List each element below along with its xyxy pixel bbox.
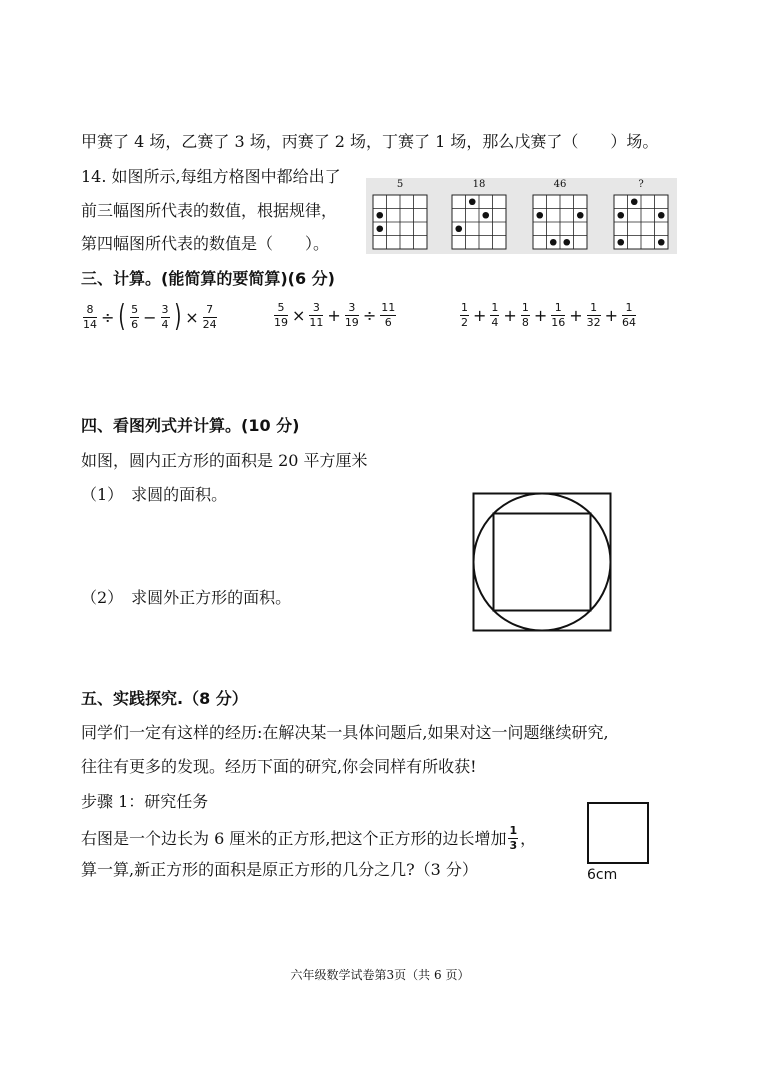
- grid-dot: [563, 239, 570, 246]
- numerator: 3: [309, 302, 323, 316]
- denominator: 6: [384, 316, 392, 329]
- right-paren: ): [173, 299, 181, 334]
- plus-sign: +: [473, 306, 487, 325]
- numerator: 7: [203, 304, 217, 318]
- denominator: 19: [344, 316, 359, 329]
- grid-figure-4-label: ?: [638, 179, 644, 190]
- left-paren: (: [118, 299, 126, 334]
- section-4-question-1: （1） 求圆的面积。: [81, 485, 228, 504]
- grid-figure-1: [372, 179, 428, 250]
- minus-sign: −: [143, 307, 157, 327]
- grid-figure-4-drawing: [613, 194, 669, 250]
- section-4-intro: 如图，圆内正方形的面积是 20 平方厘米: [81, 451, 368, 470]
- section-5-paragraph-line1: 同学们一定有这样的经历:在解决某一具体问题后,如果对这一问题继续研究,: [81, 723, 609, 742]
- fraction: [551, 302, 565, 329]
- numerator: 8: [83, 304, 97, 318]
- question-13-continuation: 甲赛了 4 场，乙赛了 3 场，丙赛了 2 场，丁赛了 1 场，那么戊赛了（ ）场。: [81, 132, 659, 151]
- numerator: 3: [161, 302, 169, 316]
- six-cm-square: [587, 802, 649, 864]
- fraction: [622, 302, 636, 329]
- denominator: 19: [274, 316, 288, 329]
- fraction: [587, 302, 601, 329]
- fraction: [521, 302, 530, 329]
- page-footer: 六年级数学试卷第3页（共 6 页）: [290, 968, 470, 982]
- fraction: [161, 304, 170, 331]
- denominator: 16: [551, 316, 566, 329]
- fraction: [345, 302, 359, 329]
- q14-line2: 前三幅图所代表的数值，根据规律，: [81, 201, 338, 220]
- denominator: 24: [202, 317, 217, 331]
- plus-sign: +: [503, 306, 517, 325]
- inner-square: [494, 514, 591, 611]
- section-5-paragraph-line2: 往往有更多的发现。经历下面的研究,你会同样有所收获!: [81, 757, 477, 776]
- numerator: 1: [551, 302, 565, 316]
- expression-3: [458, 302, 638, 329]
- numerator: 1: [509, 824, 518, 837]
- grid-dot: [455, 225, 462, 232]
- numerator: 1: [622, 302, 636, 316]
- task-line1-text: 右图是一个边长为 6 厘米的正方形,把这个正方形的边长增加: [81, 828, 507, 848]
- task-line1: [81, 825, 536, 852]
- grid-figure-2-label: 18: [472, 179, 486, 190]
- grid-figure-1-label: 5: [396, 179, 404, 190]
- denominator: 8: [521, 316, 529, 329]
- one-third-fraction: [508, 825, 518, 852]
- grid-dot: [482, 212, 489, 219]
- grid-figure-2: [451, 179, 507, 250]
- numerator: 5: [131, 302, 139, 316]
- divide-sign: ÷: [101, 307, 115, 327]
- section-4-question-2: （2） 求圆外正方形的面积。: [81, 588, 292, 607]
- denominator: 14: [83, 317, 97, 331]
- denominator: 11: [309, 316, 324, 329]
- grid-dot: [469, 198, 476, 205]
- grid-figure-3: [532, 179, 588, 250]
- expression-2: [272, 302, 398, 329]
- plus-sign: +: [604, 306, 619, 325]
- fraction: [274, 302, 288, 329]
- grid-dot: [617, 239, 624, 246]
- expression-1: [81, 299, 219, 334]
- section-4-title: 四、看图列式并计算。(10 分): [81, 416, 300, 435]
- fraction: [380, 302, 396, 329]
- section-3-title: 三、计算。(能简算的要简算)(6 分): [81, 269, 335, 288]
- fraction: [309, 302, 323, 329]
- numerator: 3: [345, 302, 359, 316]
- grid-dot: [577, 212, 584, 219]
- grid-dot: [617, 212, 624, 219]
- numerator: 1: [461, 301, 468, 314]
- denominator: 64: [622, 316, 637, 329]
- q14-line3: 第四幅图所代表的数值是（ ）。: [81, 234, 330, 253]
- grid-figure-4: [613, 179, 669, 250]
- circle-square-figure: [472, 492, 612, 632]
- denominator: 4: [161, 317, 169, 331]
- times-sign: ×: [185, 307, 199, 327]
- task-line2: 算一算,新正方形的面积是原正方形的几分之几?（3 分）: [81, 860, 478, 879]
- denominator: 4: [491, 316, 499, 329]
- grid-dot: [658, 239, 665, 246]
- grid-figure-2-drawing: [451, 194, 507, 250]
- square-side-label: 6cm: [587, 867, 618, 883]
- grid-dot: [631, 198, 638, 205]
- fraction: [130, 304, 139, 331]
- denominator: 32: [586, 316, 601, 329]
- grid-figure-3-drawing: [532, 194, 588, 250]
- fraction: [203, 304, 217, 331]
- grid-dot: [550, 239, 557, 246]
- numerator: 5: [274, 302, 288, 316]
- task-line1-comma: ，: [520, 828, 537, 848]
- fraction: [490, 302, 499, 329]
- grid-dot: [658, 212, 665, 219]
- step-1-heading: 步骤 1：研究任务: [81, 792, 209, 811]
- fraction: [460, 302, 469, 329]
- divide-sign: ÷: [362, 306, 377, 325]
- times-sign: ×: [292, 306, 306, 325]
- plus-sign: +: [533, 306, 548, 325]
- numerator: 11: [381, 301, 396, 314]
- plus-sign: +: [569, 306, 583, 325]
- fraction: [83, 304, 97, 331]
- denominator: 2: [461, 316, 468, 329]
- numerator: 1: [521, 301, 529, 314]
- grid-dot: [376, 225, 383, 232]
- denominator: 6: [131, 317, 139, 331]
- q14-line1: 14. 如图所示,每组方格图中都给出了: [81, 167, 341, 186]
- grid-dot: [376, 212, 383, 219]
- section-5-title: 五、实践探究.（8 分）: [81, 689, 248, 708]
- numerator: 1: [587, 302, 601, 316]
- grid-figure-1-drawing: [372, 194, 428, 250]
- grid-figure-3-label: 46: [553, 179, 567, 190]
- denominator: 3: [509, 839, 518, 852]
- plus-sign: +: [327, 306, 341, 325]
- numerator: 1: [491, 301, 499, 314]
- q14-grid-figures: [366, 178, 677, 254]
- grid-dot: [536, 212, 543, 219]
